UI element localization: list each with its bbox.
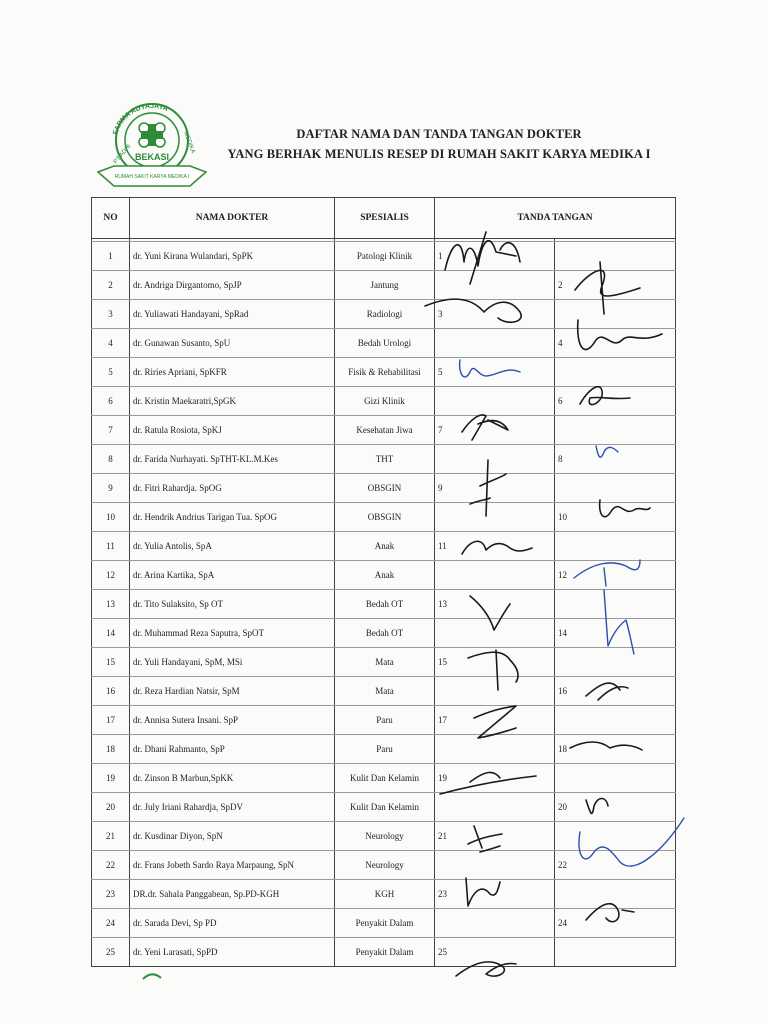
signature-cell-left: 3 <box>435 300 555 329</box>
specialty: KGH <box>335 880 435 909</box>
row-number: 9 <box>92 474 130 503</box>
table-row <box>92 619 676 648</box>
doctor-name: dr. Hendrik Andrius Tarigan Tua. SpOG <box>130 503 335 532</box>
doctor-signature-table <box>91 197 676 967</box>
signature-cell-right: 20 <box>555 793 676 822</box>
row-number: 1 <box>92 242 130 271</box>
signature-cell-right: 8 <box>555 445 676 474</box>
specialty: Anak <box>335 532 435 561</box>
row-number: 2 <box>92 271 130 300</box>
specialty: Kulit Dan Kelamin <box>335 793 435 822</box>
logo-right-text: MEDIKA <box>182 130 196 155</box>
table-row <box>92 677 676 706</box>
signature-cell-left <box>435 445 555 474</box>
specialty: Radiologi <box>335 300 435 329</box>
table-row <box>92 880 676 909</box>
row-number: 24 <box>92 909 130 938</box>
logo-top-text: FARMA ADYAJAYA <box>112 102 169 136</box>
header-no: NO <box>92 198 130 239</box>
doctor-name: dr. Kristin Maekaratri,SpGK <box>130 387 335 416</box>
signature-cell-left: 11 <box>435 532 555 561</box>
doctor-name: dr. Yulia Antolis, SpA <box>130 532 335 561</box>
signature-cell-left: 9 <box>435 474 555 503</box>
signature-cell-left <box>435 561 555 590</box>
table-row <box>92 242 676 271</box>
row-number: 15 <box>92 648 130 677</box>
doctor-name: dr. July Iriani Rahardja, SpDV <box>130 793 335 822</box>
signature-cell-right <box>555 416 676 445</box>
doctor-name: dr. Farida Nurhayati. SpTHT-KL.M.Kes <box>130 445 335 474</box>
doctor-name: dr. Tito Sulaksito, Sp OT <box>130 590 335 619</box>
table-row <box>92 416 676 445</box>
specialty: Paru <box>335 706 435 735</box>
signature-cell-right <box>555 300 676 329</box>
signature-cell-right <box>555 706 676 735</box>
specialty: Mata <box>335 677 435 706</box>
specialty: Neurology <box>335 822 435 851</box>
row-number: 21 <box>92 822 130 851</box>
table-row <box>92 851 676 880</box>
header-specialty: SPESIALIS <box>335 198 435 239</box>
doctor-name: dr. Gunawan Susanto, SpU <box>130 329 335 358</box>
specialty: Neurology <box>335 851 435 880</box>
signature-cell-left <box>435 271 555 300</box>
table-row <box>92 271 676 300</box>
row-number: 18 <box>92 735 130 764</box>
doctor-name: dr. Yuli Handayani, SpM, MSi <box>130 648 335 677</box>
signature-cell-left: 25 <box>435 938 555 967</box>
signature-cell-left <box>435 503 555 532</box>
table-row <box>92 706 676 735</box>
signature-cell-right: 4 <box>555 329 676 358</box>
specialty: Fisik & Rehabilitasi <box>335 358 435 387</box>
signature-cell-right <box>555 880 676 909</box>
doctor-name: dr. Yuni Kirana Wulandari, SpPK <box>130 242 335 271</box>
caret-mark-icon <box>140 970 164 982</box>
row-number: 8 <box>92 445 130 474</box>
doctor-name: dr. Frans Jobeth Sardo Raya Marpaung, SpN <box>130 851 335 880</box>
table-row <box>92 387 676 416</box>
signature-cell-right <box>555 590 676 619</box>
logo-ribbon-text: RUMAH SAKIT KARYA MEDIKA I <box>114 174 190 180</box>
signature-cell-right: 18 <box>555 735 676 764</box>
table-row <box>92 532 676 561</box>
cross-icon <box>139 123 165 147</box>
signature-cell-right <box>555 764 676 793</box>
specialty: OBSGIN <box>335 503 435 532</box>
specialty: Bedah OT <box>335 590 435 619</box>
signature-cell-right <box>555 648 676 677</box>
doctor-name: dr. Kusdinar Diyon, SpN <box>130 822 335 851</box>
table-row <box>92 329 676 358</box>
logo-city-text: BEKASI <box>134 152 170 162</box>
specialty: Patologi Klinik <box>335 242 435 271</box>
signature-cell-left <box>435 793 555 822</box>
doctor-name: dr. Dhani Rahmanto, SpP <box>130 735 335 764</box>
doctor-name: dr. Annisa Sutera Insani. SpP <box>130 706 335 735</box>
table-row <box>92 648 676 677</box>
signature-cell-right: 14 <box>555 619 676 648</box>
doctor-name: DR.dr. Sahala Panggabean, Sp.PD-KGH <box>130 880 335 909</box>
hospital-logo <box>94 92 210 192</box>
specialty: Mata <box>335 648 435 677</box>
table-row <box>92 474 676 503</box>
row-number: 7 <box>92 416 130 445</box>
row-number: 6 <box>92 387 130 416</box>
specialty: THT <box>335 445 435 474</box>
table-row <box>92 590 676 619</box>
signature-cell-left <box>435 387 555 416</box>
signature-cell-left: 7 <box>435 416 555 445</box>
doctor-name: dr. Yuliawati Handayani, SpRad <box>130 300 335 329</box>
signature-cell-left: 17 <box>435 706 555 735</box>
specialty: Kulit Dan Kelamin <box>335 764 435 793</box>
row-number: 11 <box>92 532 130 561</box>
row-number: 17 <box>92 706 130 735</box>
specialty: Jantung <box>335 271 435 300</box>
signature-cell-left <box>435 909 555 938</box>
signature-cell-left: 21 <box>435 822 555 851</box>
row-number: 13 <box>92 590 130 619</box>
signature-cell-right: 10 <box>555 503 676 532</box>
specialty: OBSGIN <box>335 474 435 503</box>
row-number: 20 <box>92 793 130 822</box>
signature-cell-right <box>555 938 676 967</box>
table-row <box>92 300 676 329</box>
specialty: Paru <box>335 735 435 764</box>
specialty: Bedah OT <box>335 619 435 648</box>
title-line-2: YANG BERHAK MENULIS RESEP DI RUMAH SAKIT KARYA MEDIKA I <box>227 147 651 161</box>
signature-cell-left: 5 <box>435 358 555 387</box>
logo-left-text: PT ADHI <box>112 143 133 166</box>
row-number: 22 <box>92 851 130 880</box>
doctor-name: dr. Zinson B Marbun,SpKK <box>130 764 335 793</box>
signature-cell-left: 13 <box>435 590 555 619</box>
row-number: 4 <box>92 329 130 358</box>
signature-cell-left: 23 <box>435 880 555 909</box>
row-number: 23 <box>92 880 130 909</box>
signature-cell-right: 22 <box>555 851 676 880</box>
signature-cell-left <box>435 735 555 764</box>
specialty: Gizi Klinik <box>335 387 435 416</box>
specialty: Penyakit Dalam <box>335 938 435 967</box>
signature-cell-right <box>555 822 676 851</box>
signature-cell-right: 2 <box>555 271 676 300</box>
signature-cell-left: 1 <box>435 242 555 271</box>
signature-cell-right <box>555 532 676 561</box>
row-number: 3 <box>92 300 130 329</box>
specialty: Bedah Urologi <box>335 329 435 358</box>
table-header-row <box>92 198 676 239</box>
specialty: Anak <box>335 561 435 590</box>
signature-cell-left <box>435 851 555 880</box>
document-title <box>200 124 678 164</box>
signature-cell-left <box>435 329 555 358</box>
doctor-name: dr. Yeni Larasati, SpPD <box>130 938 335 967</box>
header-signature: TANDA TANGAN <box>435 198 676 239</box>
signature-cell-right: 16 <box>555 677 676 706</box>
row-number: 14 <box>92 619 130 648</box>
doctor-name: dr. Fitri Rahardja. SpOG <box>130 474 335 503</box>
signature-cell-left: 19 <box>435 764 555 793</box>
table-row <box>92 793 676 822</box>
table-row <box>92 445 676 474</box>
table-row <box>92 822 676 851</box>
specialty: Kesehatan Jiwa <box>335 416 435 445</box>
signature-cell-left: 15 <box>435 648 555 677</box>
row-number: 12 <box>92 561 130 590</box>
signature-cell-right <box>555 358 676 387</box>
doctor-name: dr. Arina Kartika, SpA <box>130 561 335 590</box>
table-row <box>92 561 676 590</box>
signature-cell-left <box>435 677 555 706</box>
row-number: 19 <box>92 764 130 793</box>
row-number: 5 <box>92 358 130 387</box>
title-line-1: DAFTAR NAMA DAN TANDA TANGAN DOKTER <box>296 127 582 141</box>
signature-cell-right: 24 <box>555 909 676 938</box>
doctor-name: dr. Sarada Devi, Sp PD <box>130 909 335 938</box>
table-row <box>92 735 676 764</box>
row-number: 25 <box>92 938 130 967</box>
row-number: 10 <box>92 503 130 532</box>
table-row <box>92 938 676 967</box>
doctor-name: dr. Riries Apriani, SpKFR <box>130 358 335 387</box>
table-row <box>92 909 676 938</box>
signature-cell-right <box>555 474 676 503</box>
signature-cell-right <box>555 242 676 271</box>
table-row <box>92 764 676 793</box>
table-row <box>92 358 676 387</box>
table-row <box>92 503 676 532</box>
doctor-name: dr. Andriga Dirgantomo, SpJP <box>130 271 335 300</box>
row-number: 16 <box>92 677 130 706</box>
doctor-name: dr. Reza Hardian Natsir, SpM <box>130 677 335 706</box>
signature-cell-right: 6 <box>555 387 676 416</box>
header-name: NAMA DOKTER <box>130 198 335 239</box>
doctor-name: dr. Ratula Rosiota, SpKJ <box>130 416 335 445</box>
signature-cell-left <box>435 619 555 648</box>
doctor-name: dr. Muhammad Reza Saputra, SpOT <box>130 619 335 648</box>
signature-cell-right: 12 <box>555 561 676 590</box>
specialty: Penyakit Dalam <box>335 909 435 938</box>
